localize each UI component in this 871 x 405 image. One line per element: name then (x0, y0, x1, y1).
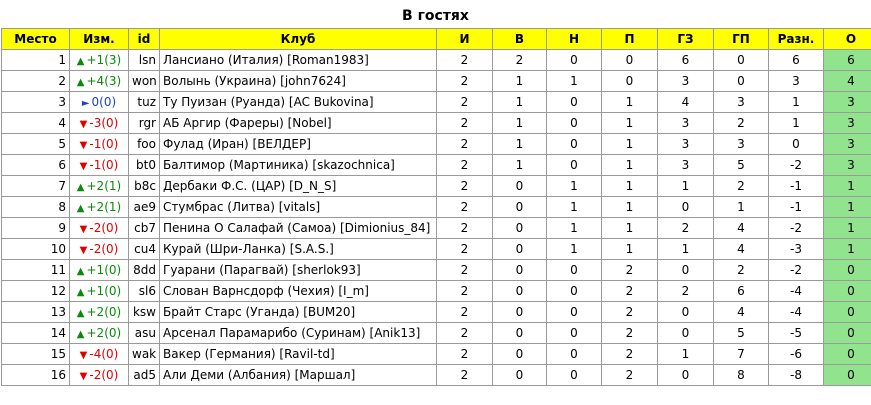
points-cell: 3 (824, 134, 871, 155)
table-row (2, 197, 871, 218)
points-cell: 0 (824, 281, 871, 302)
wins-cell: 1 (493, 134, 547, 155)
arrow-right-icon: ► (81, 98, 90, 109)
wins-cell: 0 (493, 323, 547, 344)
change-value: 0(0) (91, 95, 117, 109)
table-row (2, 71, 871, 92)
points-cell: 3 (824, 155, 871, 176)
table-row (2, 344, 871, 365)
change-value: +2(0) (86, 326, 122, 340)
played-cell: 2 (437, 155, 493, 176)
place-cell: 13 (2, 302, 70, 323)
change-value: -4(0) (89, 347, 119, 361)
table-row (2, 302, 871, 323)
wins-cell: 0 (493, 218, 547, 239)
wins-cell: 0 (493, 239, 547, 260)
goal-difference-cell: -1 (769, 176, 824, 197)
points-cell: 3 (824, 113, 871, 134)
goals-against-cell: 3 (714, 92, 769, 113)
losses-cell: 2 (602, 323, 658, 344)
change-cell (70, 113, 129, 134)
points-cell: 0 (824, 344, 871, 365)
place-cell: 11 (2, 260, 70, 281)
arrow-up-icon: ▲ (76, 77, 85, 88)
played-cell: 2 (437, 344, 493, 365)
arrow-down-icon: ▼ (79, 371, 88, 382)
goals-against-cell: 0 (714, 50, 769, 71)
draws-cell: 1 (547, 197, 602, 218)
losses-cell: 2 (602, 344, 658, 365)
goals-for-cell: 2 (658, 218, 714, 239)
arrow-up-icon: ▲ (76, 182, 85, 193)
losses-cell: 1 (602, 155, 658, 176)
table-title: В гостях (402, 8, 469, 24)
club-cell: Фулад (Иран) [ВЕЛДЕР] (160, 134, 437, 155)
goals-against-cell: 6 (714, 281, 769, 302)
points-cell: 1 (824, 176, 871, 197)
arrow-up-icon: ▲ (76, 266, 85, 277)
arrow-up-icon: ▲ (76, 308, 85, 319)
change-cell (70, 176, 129, 197)
club-cell: Волынь (Украина) [john7624] (160, 71, 437, 92)
goal-difference-cell: -1 (769, 197, 824, 218)
change-value: +2(0) (86, 305, 122, 319)
club-cell: Дербаки Ф.С. (ЦАР) [D_N_S] (160, 176, 437, 197)
goals-for-cell: 3 (658, 113, 714, 134)
column-header-goals-against[interactable]: ГП (714, 29, 769, 50)
goals-against-cell: 8 (714, 365, 769, 386)
draws-cell: 0 (547, 323, 602, 344)
losses-cell: 2 (602, 302, 658, 323)
arrow-up-icon: ▲ (76, 287, 85, 298)
arrow-up-icon: ▲ (76, 203, 85, 214)
id-cell: ae9 (129, 197, 160, 218)
losses-cell: 2 (602, 260, 658, 281)
change-value: +1(3) (86, 53, 122, 67)
goals-against-cell: 0 (714, 71, 769, 92)
table-row (2, 134, 871, 155)
goals-against-cell: 2 (714, 176, 769, 197)
wins-cell: 0 (493, 176, 547, 197)
draws-cell: 1 (547, 176, 602, 197)
id-cell: ksw (129, 302, 160, 323)
place-cell: 5 (2, 134, 70, 155)
club-cell: Слован Варнсдорф (Чехия) [I_m] (160, 281, 437, 302)
goals-for-cell: 0 (658, 260, 714, 281)
column-header-goal-difference[interactable]: Разн. (769, 29, 824, 50)
arrow-down-icon: ▼ (79, 119, 88, 130)
column-header-change[interactable]: Изм. (70, 29, 129, 50)
column-header-club[interactable]: Клуб (160, 29, 437, 50)
points-cell: 0 (824, 302, 871, 323)
losses-cell: 0 (602, 71, 658, 92)
losses-cell: 1 (602, 197, 658, 218)
draws-cell: 1 (547, 218, 602, 239)
arrow-up-icon: ▲ (76, 329, 85, 340)
arrow-down-icon: ▼ (79, 350, 88, 361)
table-row (2, 323, 871, 344)
played-cell: 2 (437, 239, 493, 260)
change-cell (70, 239, 129, 260)
goals-for-cell: 4 (658, 92, 714, 113)
goal-difference-cell: 1 (769, 113, 824, 134)
draws-cell: 0 (547, 155, 602, 176)
wins-cell: 1 (493, 113, 547, 134)
wins-cell: 2 (493, 50, 547, 71)
column-header-points[interactable]: О (824, 29, 871, 50)
place-cell: 14 (2, 323, 70, 344)
goal-difference-cell: -8 (769, 365, 824, 386)
goals-for-cell: 1 (658, 239, 714, 260)
goals-for-cell: 3 (658, 71, 714, 92)
goal-difference-cell: -4 (769, 281, 824, 302)
goals-for-cell: 3 (658, 155, 714, 176)
played-cell: 2 (437, 260, 493, 281)
place-cell: 3 (2, 92, 70, 113)
table-row (2, 218, 871, 239)
club-cell: Балтимор (Мартиника) [skazochnica] (160, 155, 437, 176)
points-cell: 4 (824, 71, 871, 92)
id-cell: cb7 (129, 218, 160, 239)
goals-for-cell: 2 (658, 281, 714, 302)
change-cell (70, 134, 129, 155)
arrow-down-icon: ▼ (79, 140, 88, 151)
column-header-goals-for[interactable]: ГЗ (658, 29, 714, 50)
draws-cell: 0 (547, 92, 602, 113)
arrow-down-icon: ▼ (79, 224, 88, 235)
draws-cell: 0 (547, 50, 602, 71)
place-cell: 8 (2, 197, 70, 218)
change-cell (70, 92, 129, 113)
losses-cell: 1 (602, 92, 658, 113)
place-cell: 6 (2, 155, 70, 176)
club-cell: Пенина О Салафай (Самоа) [Dimionius_84] (160, 218, 437, 239)
played-cell: 2 (437, 50, 493, 71)
change-cell (70, 155, 129, 176)
place-cell: 4 (2, 113, 70, 134)
goals-against-cell: 4 (714, 218, 769, 239)
id-cell: sl6 (129, 281, 160, 302)
arrow-down-icon: ▼ (79, 161, 88, 172)
change-value: +4(3) (86, 74, 122, 88)
header-row (2, 29, 871, 50)
standings-table (1, 28, 871, 386)
goal-difference-cell: 1 (769, 92, 824, 113)
wins-cell: 1 (493, 92, 547, 113)
goal-difference-cell: -6 (769, 344, 824, 365)
arrow-up-icon: ▲ (76, 56, 85, 67)
losses-cell: 1 (602, 239, 658, 260)
change-value: +1(0) (86, 284, 122, 298)
points-cell: 1 (824, 239, 871, 260)
points-cell: 3 (824, 92, 871, 113)
goal-difference-cell: -2 (769, 260, 824, 281)
table-row (2, 50, 871, 71)
goals-against-cell: 2 (714, 113, 769, 134)
column-header-losses[interactable]: П (602, 29, 658, 50)
goal-difference-cell: -4 (769, 302, 824, 323)
change-cell (70, 302, 129, 323)
played-cell: 2 (437, 302, 493, 323)
column-header-id[interactable]: id (129, 29, 160, 50)
change-value: -3(0) (89, 116, 119, 130)
place-cell: 9 (2, 218, 70, 239)
place-cell: 2 (2, 71, 70, 92)
losses-cell: 1 (602, 113, 658, 134)
column-header-draws[interactable]: Н (547, 29, 602, 50)
draws-cell: 0 (547, 302, 602, 323)
goal-difference-cell: -2 (769, 218, 824, 239)
change-value: -2(0) (89, 368, 119, 382)
wins-cell: 0 (493, 365, 547, 386)
column-header-played[interactable]: И (437, 29, 493, 50)
club-cell: Али Деми (Албания) [Маршал] (160, 365, 437, 386)
change-cell (70, 323, 129, 344)
goals-for-cell: 1 (658, 176, 714, 197)
draws-cell: 0 (547, 134, 602, 155)
table-row (2, 260, 871, 281)
change-cell (70, 218, 129, 239)
club-cell: Арсенал Парамарибо (Суринам) [Anik13] (160, 323, 437, 344)
goal-difference-cell: -5 (769, 323, 824, 344)
played-cell: 2 (437, 323, 493, 344)
points-cell: 0 (824, 260, 871, 281)
wins-cell: 0 (493, 260, 547, 281)
club-cell: АБ Аргир (Фарeры) [Nobel] (160, 113, 437, 134)
table-row (2, 92, 871, 113)
goal-difference-cell: -3 (769, 239, 824, 260)
points-cell: 1 (824, 197, 871, 218)
goals-against-cell: 5 (714, 155, 769, 176)
id-cell: wak (129, 344, 160, 365)
table-row (2, 176, 871, 197)
draws-cell: 0 (547, 281, 602, 302)
losses-cell: 0 (602, 50, 658, 71)
losses-cell: 1 (602, 176, 658, 197)
place-cell: 7 (2, 176, 70, 197)
id-cell: cu4 (129, 239, 160, 260)
goals-for-cell: 0 (658, 197, 714, 218)
goals-against-cell: 4 (714, 302, 769, 323)
played-cell: 2 (437, 218, 493, 239)
id-cell: won (129, 71, 160, 92)
change-value: -2(0) (89, 242, 119, 256)
id-cell: 8dd (129, 260, 160, 281)
points-cell: 6 (824, 50, 871, 71)
table-row (2, 365, 871, 386)
table-row (2, 113, 871, 134)
draws-cell: 1 (547, 239, 602, 260)
change-cell (70, 71, 129, 92)
goals-against-cell: 5 (714, 323, 769, 344)
change-cell (70, 344, 129, 365)
points-cell: 0 (824, 365, 871, 386)
wins-cell: 1 (493, 155, 547, 176)
club-cell: Вакер (Германия) [Ravil-td] (160, 344, 437, 365)
goals-against-cell: 3 (714, 134, 769, 155)
draws-cell: 0 (547, 113, 602, 134)
goals-for-cell: 6 (658, 50, 714, 71)
wins-cell: 0 (493, 344, 547, 365)
losses-cell: 1 (602, 218, 658, 239)
played-cell: 2 (437, 365, 493, 386)
draws-cell: 0 (547, 365, 602, 386)
goals-against-cell: 4 (714, 239, 769, 260)
points-cell: 0 (824, 323, 871, 344)
wins-cell: 0 (493, 302, 547, 323)
points-cell: 1 (824, 218, 871, 239)
id-cell: b8c (129, 176, 160, 197)
goal-difference-cell: 0 (769, 134, 824, 155)
losses-cell: 2 (602, 281, 658, 302)
id-cell: lsn (129, 50, 160, 71)
change-cell (70, 197, 129, 218)
club-cell: Курай (Шри-Ланка) [S.A.S.] (160, 239, 437, 260)
goals-for-cell: 0 (658, 365, 714, 386)
goals-for-cell: 0 (658, 323, 714, 344)
table-row (2, 239, 871, 260)
goal-difference-cell: -2 (769, 155, 824, 176)
losses-cell: 2 (602, 365, 658, 386)
place-cell: 10 (2, 239, 70, 260)
goals-for-cell: 3 (658, 134, 714, 155)
goal-difference-cell: 6 (769, 50, 824, 71)
club-cell: Стумбрас (Литва) [vitals] (160, 197, 437, 218)
goals-against-cell: 2 (714, 260, 769, 281)
id-cell: tuz (129, 92, 160, 113)
change-value: -1(0) (89, 158, 119, 172)
id-cell: foo (129, 134, 160, 155)
change-value: +1(0) (86, 263, 122, 277)
draws-cell: 1 (547, 71, 602, 92)
played-cell: 2 (437, 92, 493, 113)
id-cell: bt0 (129, 155, 160, 176)
played-cell: 2 (437, 134, 493, 155)
draws-cell: 0 (547, 344, 602, 365)
wins-cell: 0 (493, 281, 547, 302)
wins-cell: 0 (493, 197, 547, 218)
goals-for-cell: 1 (658, 344, 714, 365)
goal-difference-cell: 3 (769, 71, 824, 92)
id-cell: rgr (129, 113, 160, 134)
club-cell: Лансиано (Италия) [Roman1983] (160, 50, 437, 71)
arrow-down-icon: ▼ (79, 245, 88, 256)
place-cell: 12 (2, 281, 70, 302)
draws-cell: 0 (547, 260, 602, 281)
column-header-wins[interactable]: В (493, 29, 547, 50)
change-cell (70, 281, 129, 302)
goals-against-cell: 7 (714, 344, 769, 365)
change-value: -1(0) (89, 137, 119, 151)
goals-against-cell: 1 (714, 197, 769, 218)
change-cell (70, 50, 129, 71)
goals-for-cell: 0 (658, 302, 714, 323)
change-value: -2(0) (89, 221, 119, 235)
id-cell: asu (129, 323, 160, 344)
losses-cell: 1 (602, 134, 658, 155)
place-cell: 15 (2, 344, 70, 365)
played-cell: 2 (437, 113, 493, 134)
column-header-place[interactable]: Место (2, 29, 70, 50)
wins-cell: 1 (493, 71, 547, 92)
club-cell: Брайт Старс (Уганда) [BUM20] (160, 302, 437, 323)
change-cell (70, 260, 129, 281)
played-cell: 2 (437, 281, 493, 302)
table-row (2, 155, 871, 176)
change-value: +2(1) (86, 179, 122, 193)
played-cell: 2 (437, 176, 493, 197)
club-cell: Гуарани (Парагвай) [sherlok93] (160, 260, 437, 281)
played-cell: 2 (437, 197, 493, 218)
table-row (2, 281, 871, 302)
club-cell: Ту Пуизан (Руанда) [AC Bukovina] (160, 92, 437, 113)
place-cell: 16 (2, 365, 70, 386)
change-value: +2(1) (86, 200, 122, 214)
change-cell (70, 365, 129, 386)
played-cell: 2 (437, 71, 493, 92)
place-cell: 1 (2, 50, 70, 71)
id-cell: ad5 (129, 365, 160, 386)
